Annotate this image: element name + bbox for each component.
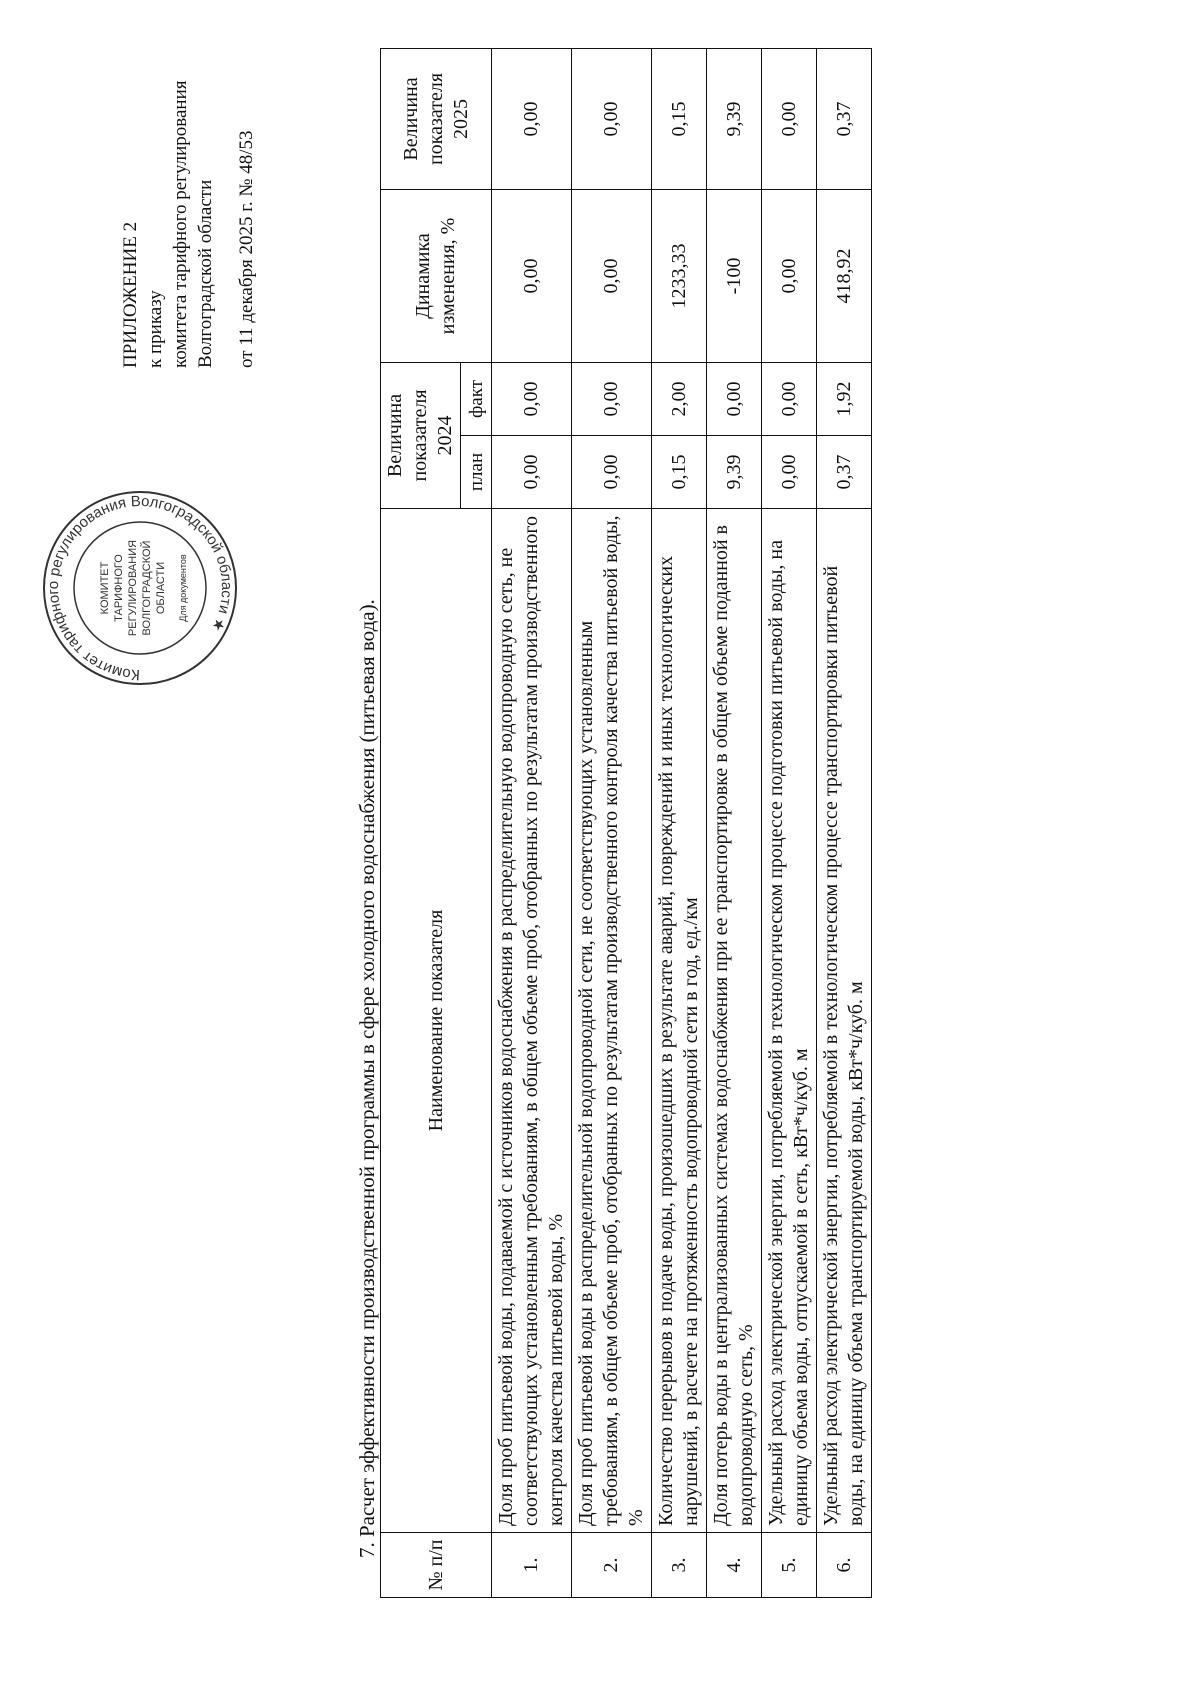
row-fact-2024: 0,00 [492,363,572,436]
row-indicator-name: Доля проб питьевой воды в распределительной водопроводной сети, не соответствующих установленным требованиям, в общем объеме проб, отобранных по результатам производственного контроля качества питьевой воды, % [572,509,652,1533]
row-dynamics: 0,00 [492,190,572,363]
row-number: 1. [492,1533,572,1598]
row-number: 5. [762,1533,817,1598]
official-stamp [40,488,240,688]
table-row [572,49,652,1598]
row-number: 4. [707,1533,762,1598]
header-name: Наименование показателя [381,509,492,1533]
header-num: № п/п [381,1533,492,1598]
svg-text:ВОЛГОГРАДСКОЙ: ВОЛГОГРАДСКОЙ [141,540,153,636]
row-indicator-name: Доля потерь воды в централизованных системах водоснабжения при ее транспортировке в общем объеме поданной в водопроводную сеть, % [707,509,762,1533]
header-dynamics: Динамика изменения, % [381,190,492,363]
svg-text:ТАРИФНОГО: ТАРИФНОГО [113,554,125,622]
header-line-1: к приказу [145,290,166,368]
row-indicator-name: Удельный расход электрической энергии, потребляемой в технологическом процессе подготовки питьевой воды, на единицу объема воды, отпускаемой в сеть, кВт*ч/куб. м [762,509,817,1533]
table-row [492,49,572,1598]
svg-text:КОМИТЕТ: КОМИТЕТ [99,561,111,615]
table-row [762,49,817,1598]
row-dynamics: 0,00 [762,190,817,363]
table-row [707,49,762,1598]
row-fact-2024: 0,00 [762,363,817,436]
row-value-2025: 9,39 [707,49,762,190]
row-fact-2024: 0,00 [572,363,652,436]
svg-text:Комитет тарифного регулировани: Комитет тарифного регулирования Волгоградской области ★ [44,492,236,684]
row-value-2025: 0,00 [492,49,572,190]
row-fact-2024: 1,92 [817,363,872,436]
header-fact: факт [461,363,492,436]
table-row [817,49,872,1598]
row-number: 6. [817,1533,872,1598]
row-plan-2024: 0,37 [817,436,872,509]
row-fact-2024: 2,00 [652,363,707,436]
row-plan-2024: 9,39 [707,436,762,509]
row-dynamics: 1233,33 [652,190,707,363]
header-value-2025: Величина показателя 2025 [381,49,492,190]
row-plan-2024: 0,00 [492,436,572,509]
row-fact-2024: 0,00 [707,363,762,436]
row-dynamics: 0,00 [572,190,652,363]
efficiency-table [380,48,872,1598]
row-indicator-name: Количество перерывов в подаче воды, произошедших в результате аварий, повреждений и иных технологических нарушений, в расчете на протяженность водопроводной сети в год, ед./км [652,509,707,1533]
row-indicator-name: Удельный расход электрической энергии, потребляемой в технологическом процессе транспортировки питьевой воды, на единицу объема транспортируемой воды, кВт*ч/куб. м [817,509,872,1533]
row-value-2025: 0,00 [572,49,652,190]
row-number: 3. [652,1533,707,1598]
svg-text:ОБЛАСТИ: ОБЛАСТИ [155,561,167,615]
row-plan-2024: 0,00 [762,436,817,509]
row-plan-2024: 0,15 [652,436,707,509]
order-date: от 11 декабря 2025 г. № 48/53 [236,130,257,368]
header-value-2024: Величина показателя 2024 [381,363,461,509]
svg-text:Для документов: Для документов [178,554,188,622]
svg-text:РЕГУЛИРОВАНИЯ: РЕГУЛИРОВАНИЯ [127,539,139,637]
appendix-header [118,8,259,368]
appendix-title: ПРИЛОЖЕНИЕ 2 [120,221,141,368]
row-value-2025: 0,00 [762,49,817,190]
header-line-2: комитета тарифного регулирования [170,80,191,368]
header-plan: план [461,436,492,509]
row-number: 2. [572,1533,652,1598]
row-dynamics: -100 [707,190,762,363]
header-line-3: Волгоградской области [195,179,216,368]
row-value-2025: 0,15 [652,49,707,190]
row-plan-2024: 0,00 [572,436,652,509]
row-dynamics: 418,92 [817,190,872,363]
row-indicator-name: Доля проб питьевой воды, подаваемой с источников водоснабжения в распределительную водопроводную сеть, не соответствующих установленным требованиям, в общем объеме проб, отобранных по результатам производственного контроля качества питьевой воды, % [492,509,572,1533]
table-row [652,49,707,1598]
section-title: 7. Расчет эффективности производственной программы в сфере холодного водоснабжения (питьевая вода). [355,599,379,1558]
row-value-2025: 0,37 [817,49,872,190]
